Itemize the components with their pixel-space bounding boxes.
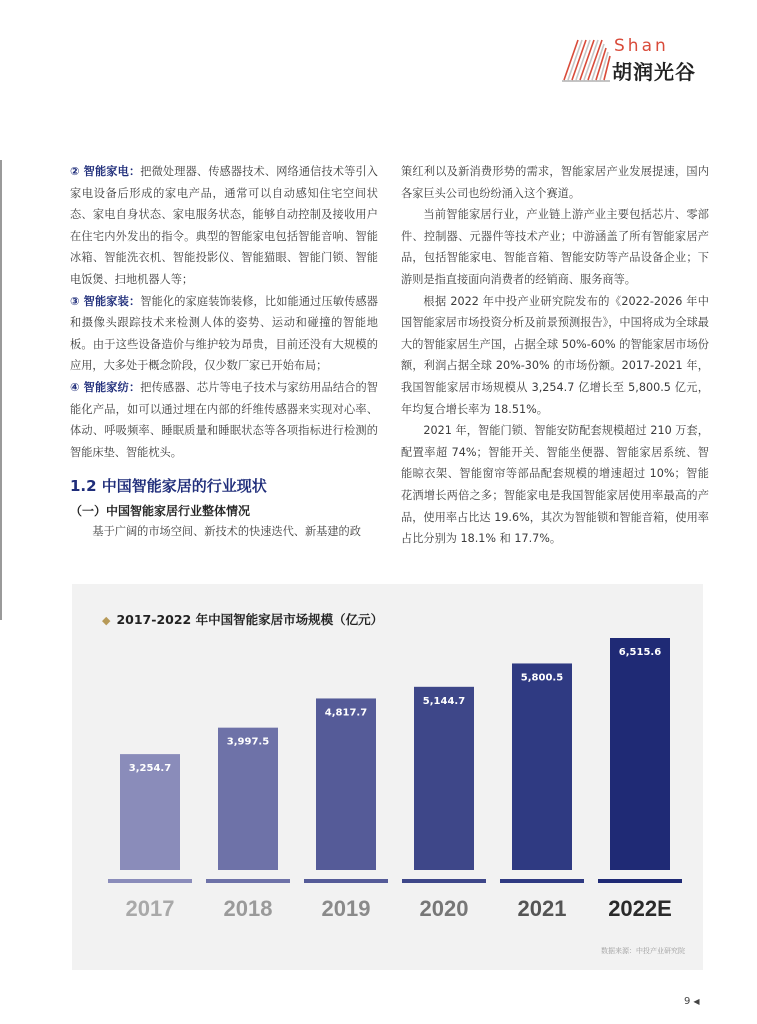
bar-2022E [610,638,670,870]
logo-stripe [568,40,582,80]
bar-2019 [316,698,376,870]
left-margin-rule [0,160,2,620]
year-label: 2020 [419,896,469,921]
market-size-chart [72,584,703,970]
year-underline [598,879,682,883]
bar-value-label: 4,817.7 [324,707,368,719]
paragraph-smart-decoration [70,291,378,377]
paragraph: 策红利以及新消费形势的需求，智能家居产业发展提速，国内各家巨头公司也纷纷涌入这个赛道。 [401,165,709,200]
page-number-text: 9 [684,996,691,1007]
bar-value-label: 3,997.5 [226,736,270,748]
logo-stripe [584,40,598,80]
year-label: 2021 [517,896,567,921]
paragraph: 2021 年，智能门锁、智能安防配套规模超过 210 万套，配置率超 74%；智能开关、智能坐便器、智能家居系统、智能晾衣架、智能窗帘等部品配套规模的增速超过 10%；智能花洒增长两倍之多；智能家电是我国智能家居使用率最高的产品，使用率占比达 19.6%，其次为智能锁和智能音箱，使用率占比分别为 18.1% 和 17.7%。 [401,424,709,546]
year-underline [304,879,388,883]
paragraph-smart-textiles [70,377,378,463]
item-label: ④ 智能家纺： [70,380,141,394]
item-label: ② 智能家电： [70,165,141,178]
right-text-column [401,161,709,550]
bar-chart-svg [72,584,703,970]
item-label: ③ 智能家装： [70,294,141,308]
paragraph: 当前智能家居行业，产业链上游产业主要包括芯片、零部件、控制器、元器件等技术产业；中游涵盖了所有智能家居产品，包括智能家电、智能音箱、智能安防等产品设备企业；下游则是指直接面向消费者的经销商、服务商等。 [401,208,709,286]
section-heading: 1.2 中国智能家居的行业现状 [70,477,267,496]
brand-name-cn: 胡润光谷 [612,60,696,84]
item-text: 把传感器、芯片等电子技术与家纺用品结合的智能化产品，如可以通过埋在内部的纤维传感器来实现对心率、体动、呼吸频率、睡眠质量和睡眠状态等各项指标进行检测的智能床垫、智能枕头。 [70,380,378,459]
left-text-column [70,161,378,543]
year-underline [206,879,290,883]
subsection-heading: （一）中国智能家居行业整体情况 [70,504,251,519]
item-text: 智能化的家庭装饰装修，比如能通过压敏传感器和摄像头跟踪技术来检测人体的姿势、运动和碰撞的智能地板。由于这些设备造价与维护较为昂贵，目前还没有大规模的应用，大多处于概念阶段，仅少数厂家已开始布局； [70,294,378,373]
logo-stripe [588,40,602,80]
item-text: 把微处理器、传感器技术、网络通信技术等引入家电设备后形成的家电产品，通常可以自动感知住宅空间状态、家电自身状态、家电服务状态，能够自动控制及接收用户在住宅内外发出的指令。典型的智能家电包括智能音响、智能冰箱、智能洗衣机、智能投影仪、智能猫眼、智能门锁、智能电饭煲、扫地机器人等； [70,165,378,286]
logo-stripe [576,40,590,80]
logo-stripe [572,40,586,80]
year-label: 2019 [321,896,371,921]
paragraph: 基于广阔的市场空间、新技术的快速迭代、新基建的政 [92,525,361,539]
chart-title-text: 2017-2022 年中国智能家居市场规模（亿元） [116,612,384,627]
data-source: 数据来源：中投产业研究院 [601,947,685,955]
bar-2021 [512,663,572,870]
bar-value-label: 5,800.5 [520,672,564,684]
year-underline [402,879,486,883]
bar-2020 [414,687,474,870]
year-label: 2018 [223,896,273,921]
paragraph: 根据 2022 年中投产业研究院发布的《2022-2026 年中国智能家居市场投资分析及前景预测报告》，中国将成为全球最大的智能家居生产国，占据全球 50%-60% 的智能家居市场份额，利润占据全球 20%-30% 的市场份额。2017-2021 年，我国智能家居市场规模从 3,254.7 亿增长至 5,800.5 亿元，年均复合增长率为 18.51%。 [401,294,709,416]
logo-stripe [564,40,578,80]
logo-stripe [580,40,594,80]
bar-2018 [218,728,278,870]
year-underline [108,879,192,883]
paragraph-smart-appliances [70,161,378,291]
year-label: 2017 [125,896,175,921]
year-underline [500,879,584,883]
brand-name-en: Shan [614,36,669,56]
page-number [684,996,700,1007]
diamond-icon: ◆ [102,614,111,627]
bar-value-label: 6,515.6 [618,647,662,658]
triangle-left-icon: ◀ [693,997,700,1006]
bar-value-label: 5,144.7 [422,695,466,707]
logo-stripe [604,56,610,80]
year-label: 2022E [608,896,672,921]
bar-value-label: 3,254.7 [128,763,172,775]
